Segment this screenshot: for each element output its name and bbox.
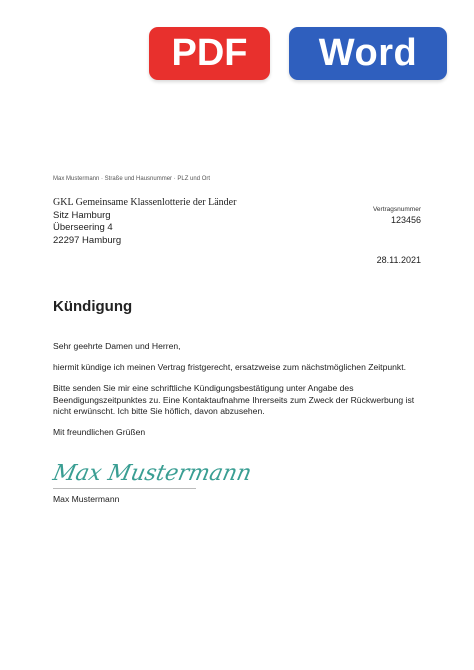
pdf-download-button[interactable] (149, 27, 270, 80)
contract-number-label: Vertragsnummer (372, 206, 421, 213)
word-button-label: Word (318, 32, 418, 74)
recipient-city: 22297 Hamburg (53, 234, 122, 246)
letter-closing: Mit freundlichen Grüßen (53, 427, 146, 437)
letter-date: 28.11.2021 (376, 255, 421, 265)
letter-intro-paragraph: hiermit kündige ich meinen Vertrag fristgerecht, ersatzweise zum nächstmöglichen Zeitpunkt. (53, 362, 406, 372)
sender-address-line: Max Mustermann · Straße und Hausnummer · PLZ und Ort (53, 176, 211, 182)
contract-number-block (373, 205, 421, 226)
recipient-street: Überseering 4 (53, 222, 113, 233)
word-download-button[interactable] (289, 27, 447, 80)
recipient-seat: Sitz Hamburg (53, 209, 111, 221)
signature-line (53, 488, 196, 489)
recipient-organization: GKL Gemeinsame Klassenlotterie der Länder (53, 197, 237, 208)
handwritten-signature (50, 452, 254, 492)
signature-text: Max Mustermann (50, 460, 254, 486)
letter-request-paragraph: Bitte senden Sie mir eine schriftliche Kündigungsbestätigung unter Angabe des Beendigungszeitpunktes zu. Eine Kontaktaufnahme Ihrerseits zum Zweck der Rückwerbung ist nicht erwünscht. Ich bitte Sie höflich, davon abzusehen. (53, 383, 415, 416)
recipient-address (53, 197, 236, 247)
letter-subject: Kündigung (53, 298, 133, 315)
signer-name: Max Mustermann (53, 494, 120, 504)
contract-number-value: 123456 (390, 215, 421, 225)
pdf-button-label: PDF (171, 32, 248, 74)
letter-salutation: Sehr geehrte Damen und Herren, (53, 341, 181, 351)
